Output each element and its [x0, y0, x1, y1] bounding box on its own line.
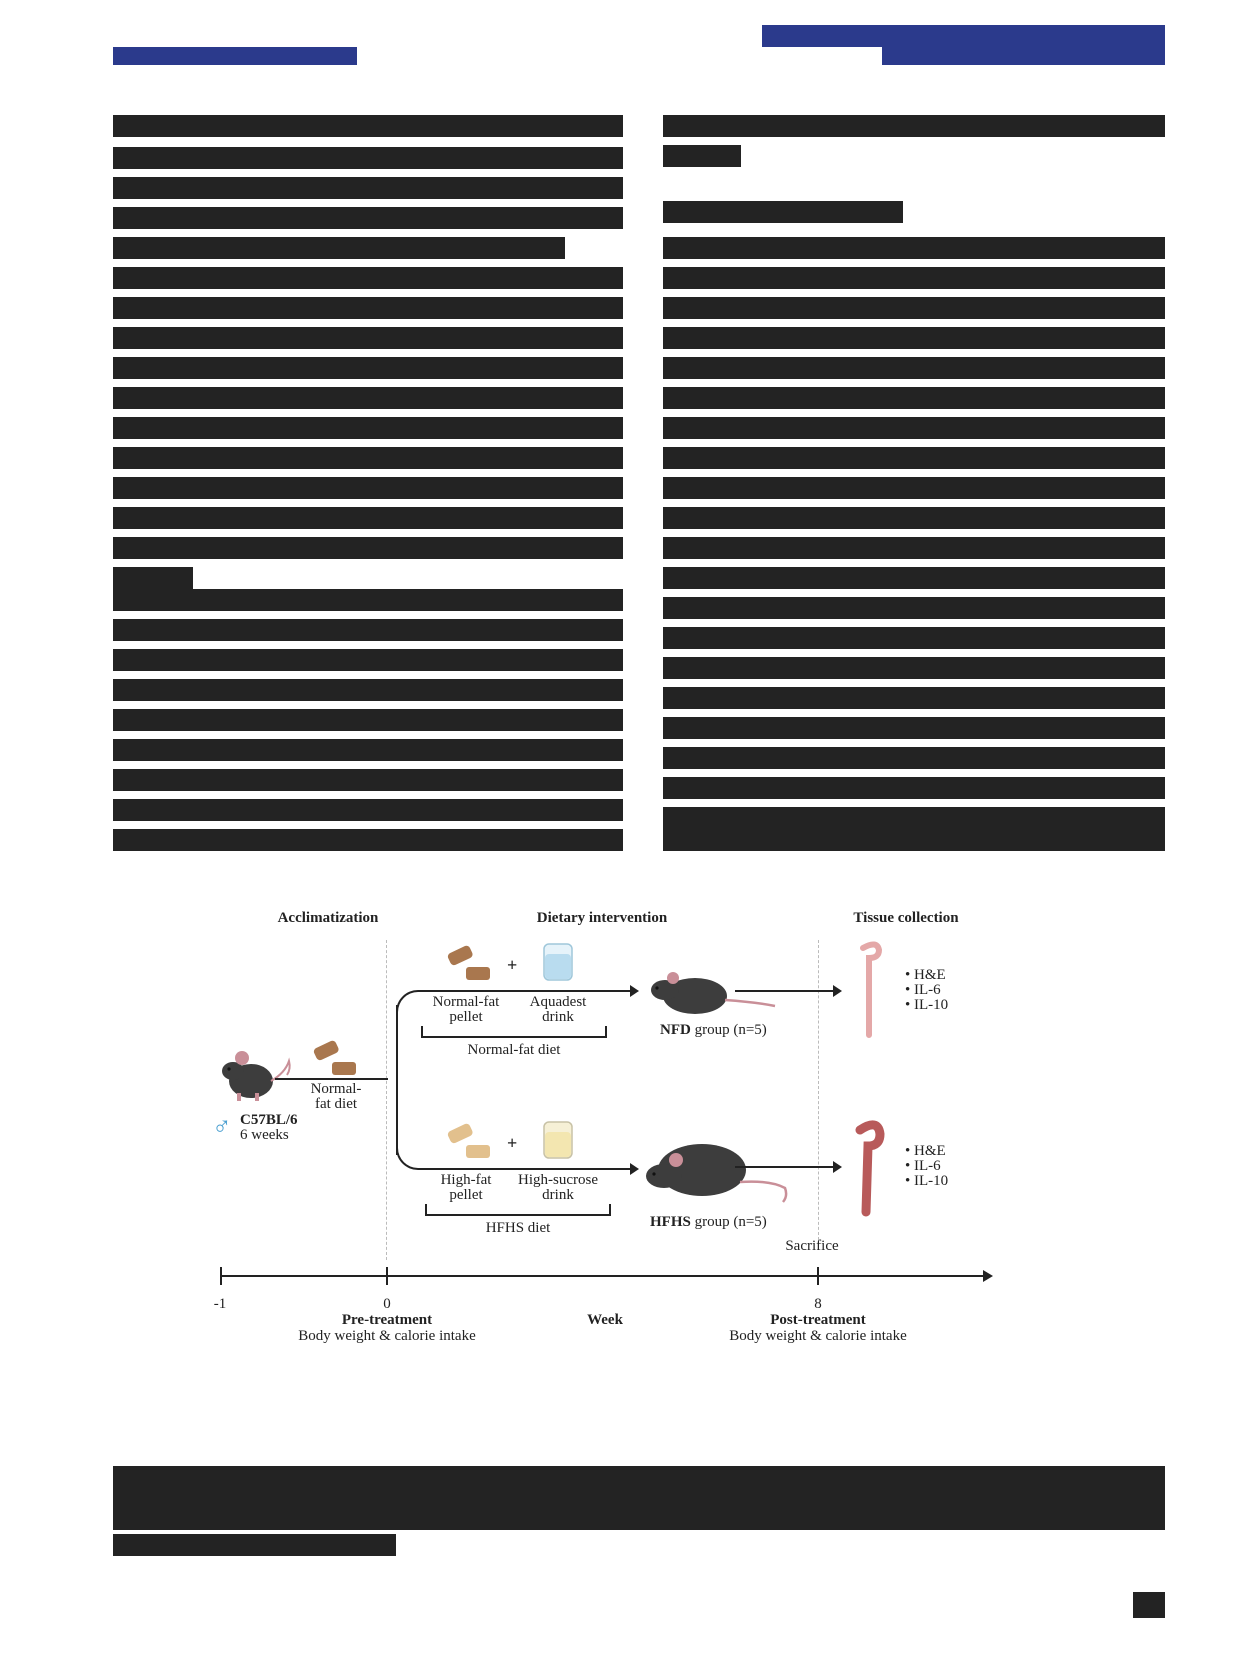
- sacrifice-label: Sacrifice: [785, 1238, 839, 1254]
- nfd-colon-tissue-icon: [855, 940, 885, 1040]
- post-treatment-label: Post-treatment: [770, 1312, 866, 1328]
- post-treatment-sub: Body weight & calorie intake: [729, 1328, 907, 1344]
- nfd-group-label: NFD group (n=5): [660, 1022, 767, 1038]
- week-axis-label: Week: [587, 1312, 623, 1328]
- pre-treatment-sub: Body weight & calorie intake: [298, 1328, 476, 1344]
- timeline-axis: [220, 1275, 985, 1277]
- tick-label-0: 0: [383, 1296, 391, 1312]
- nfd-arrow: [422, 990, 632, 992]
- heading-acclimatization: Acclimatization: [277, 910, 379, 926]
- hfhs-bracket: [425, 1204, 611, 1216]
- timeline-arrowhead: [983, 1270, 993, 1282]
- pellet-icon: [310, 1040, 360, 1080]
- hfhs-arrow: [422, 1168, 632, 1170]
- section-subheading: [663, 201, 903, 223]
- heading-tissue-collection: Tissue collection: [853, 910, 959, 926]
- hfhs-colon-tissue-icon: [852, 1120, 888, 1220]
- nfd-pellet-label: Normal-fat pellet: [432, 994, 500, 1025]
- study-design-figure: [200, 910, 1080, 1430]
- high-fat-pellet-icon: [444, 1123, 494, 1163]
- header-running-title: [762, 25, 1165, 47]
- age-label: 6 weeks: [240, 1127, 289, 1143]
- high-sucrose-beaker-icon: [542, 1120, 574, 1160]
- plus-icon: +: [507, 955, 518, 975]
- male-symbol-icon: ♂: [212, 1112, 232, 1141]
- heading-dietary-intervention: Dietary intervention: [536, 910, 668, 926]
- hfhs-pellet-label: High-fat pellet: [440, 1172, 492, 1203]
- plus-icon: +: [507, 1133, 518, 1153]
- pre-treatment-label: Pre-treatment: [341, 1312, 433, 1328]
- normal-fat-pellet-icon: [444, 945, 494, 985]
- body-left-column: [113, 115, 623, 880]
- nfd-diet-name: Normal-fat diet: [467, 1042, 561, 1058]
- header-doi: [113, 47, 357, 65]
- page-number: [1133, 1592, 1165, 1618]
- tick-label-8: 8: [814, 1296, 822, 1312]
- phase-divider-0: [386, 940, 387, 1260]
- hfhs-analysis-list: • H&E • IL-6 • IL-10: [905, 1143, 949, 1189]
- nfd-drink-label: Aquadest drink: [529, 994, 587, 1025]
- nfd-bracket: [421, 1026, 607, 1038]
- phase-divider-8: [818, 940, 819, 1240]
- nfd-analysis-list: • H&E • IL-6 • IL-10: [905, 967, 949, 1013]
- hfhs-diet-name: HFHS diet: [485, 1220, 551, 1236]
- mouse-icon: [215, 1045, 295, 1105]
- strain-label: C57BL/6: [240, 1112, 298, 1128]
- hfhs-group-label: HFHS group (n=5): [650, 1214, 767, 1230]
- tick-label-minus-1: -1: [213, 1296, 227, 1312]
- hfhs-drink-label: High-sucrose drink: [518, 1172, 598, 1203]
- body-right-column: [663, 115, 1165, 880]
- aquadest-beaker-icon: [542, 942, 574, 982]
- header-journal-citation: [882, 47, 1165, 65]
- start-diet-label: Normal- fat diet: [310, 1081, 362, 1112]
